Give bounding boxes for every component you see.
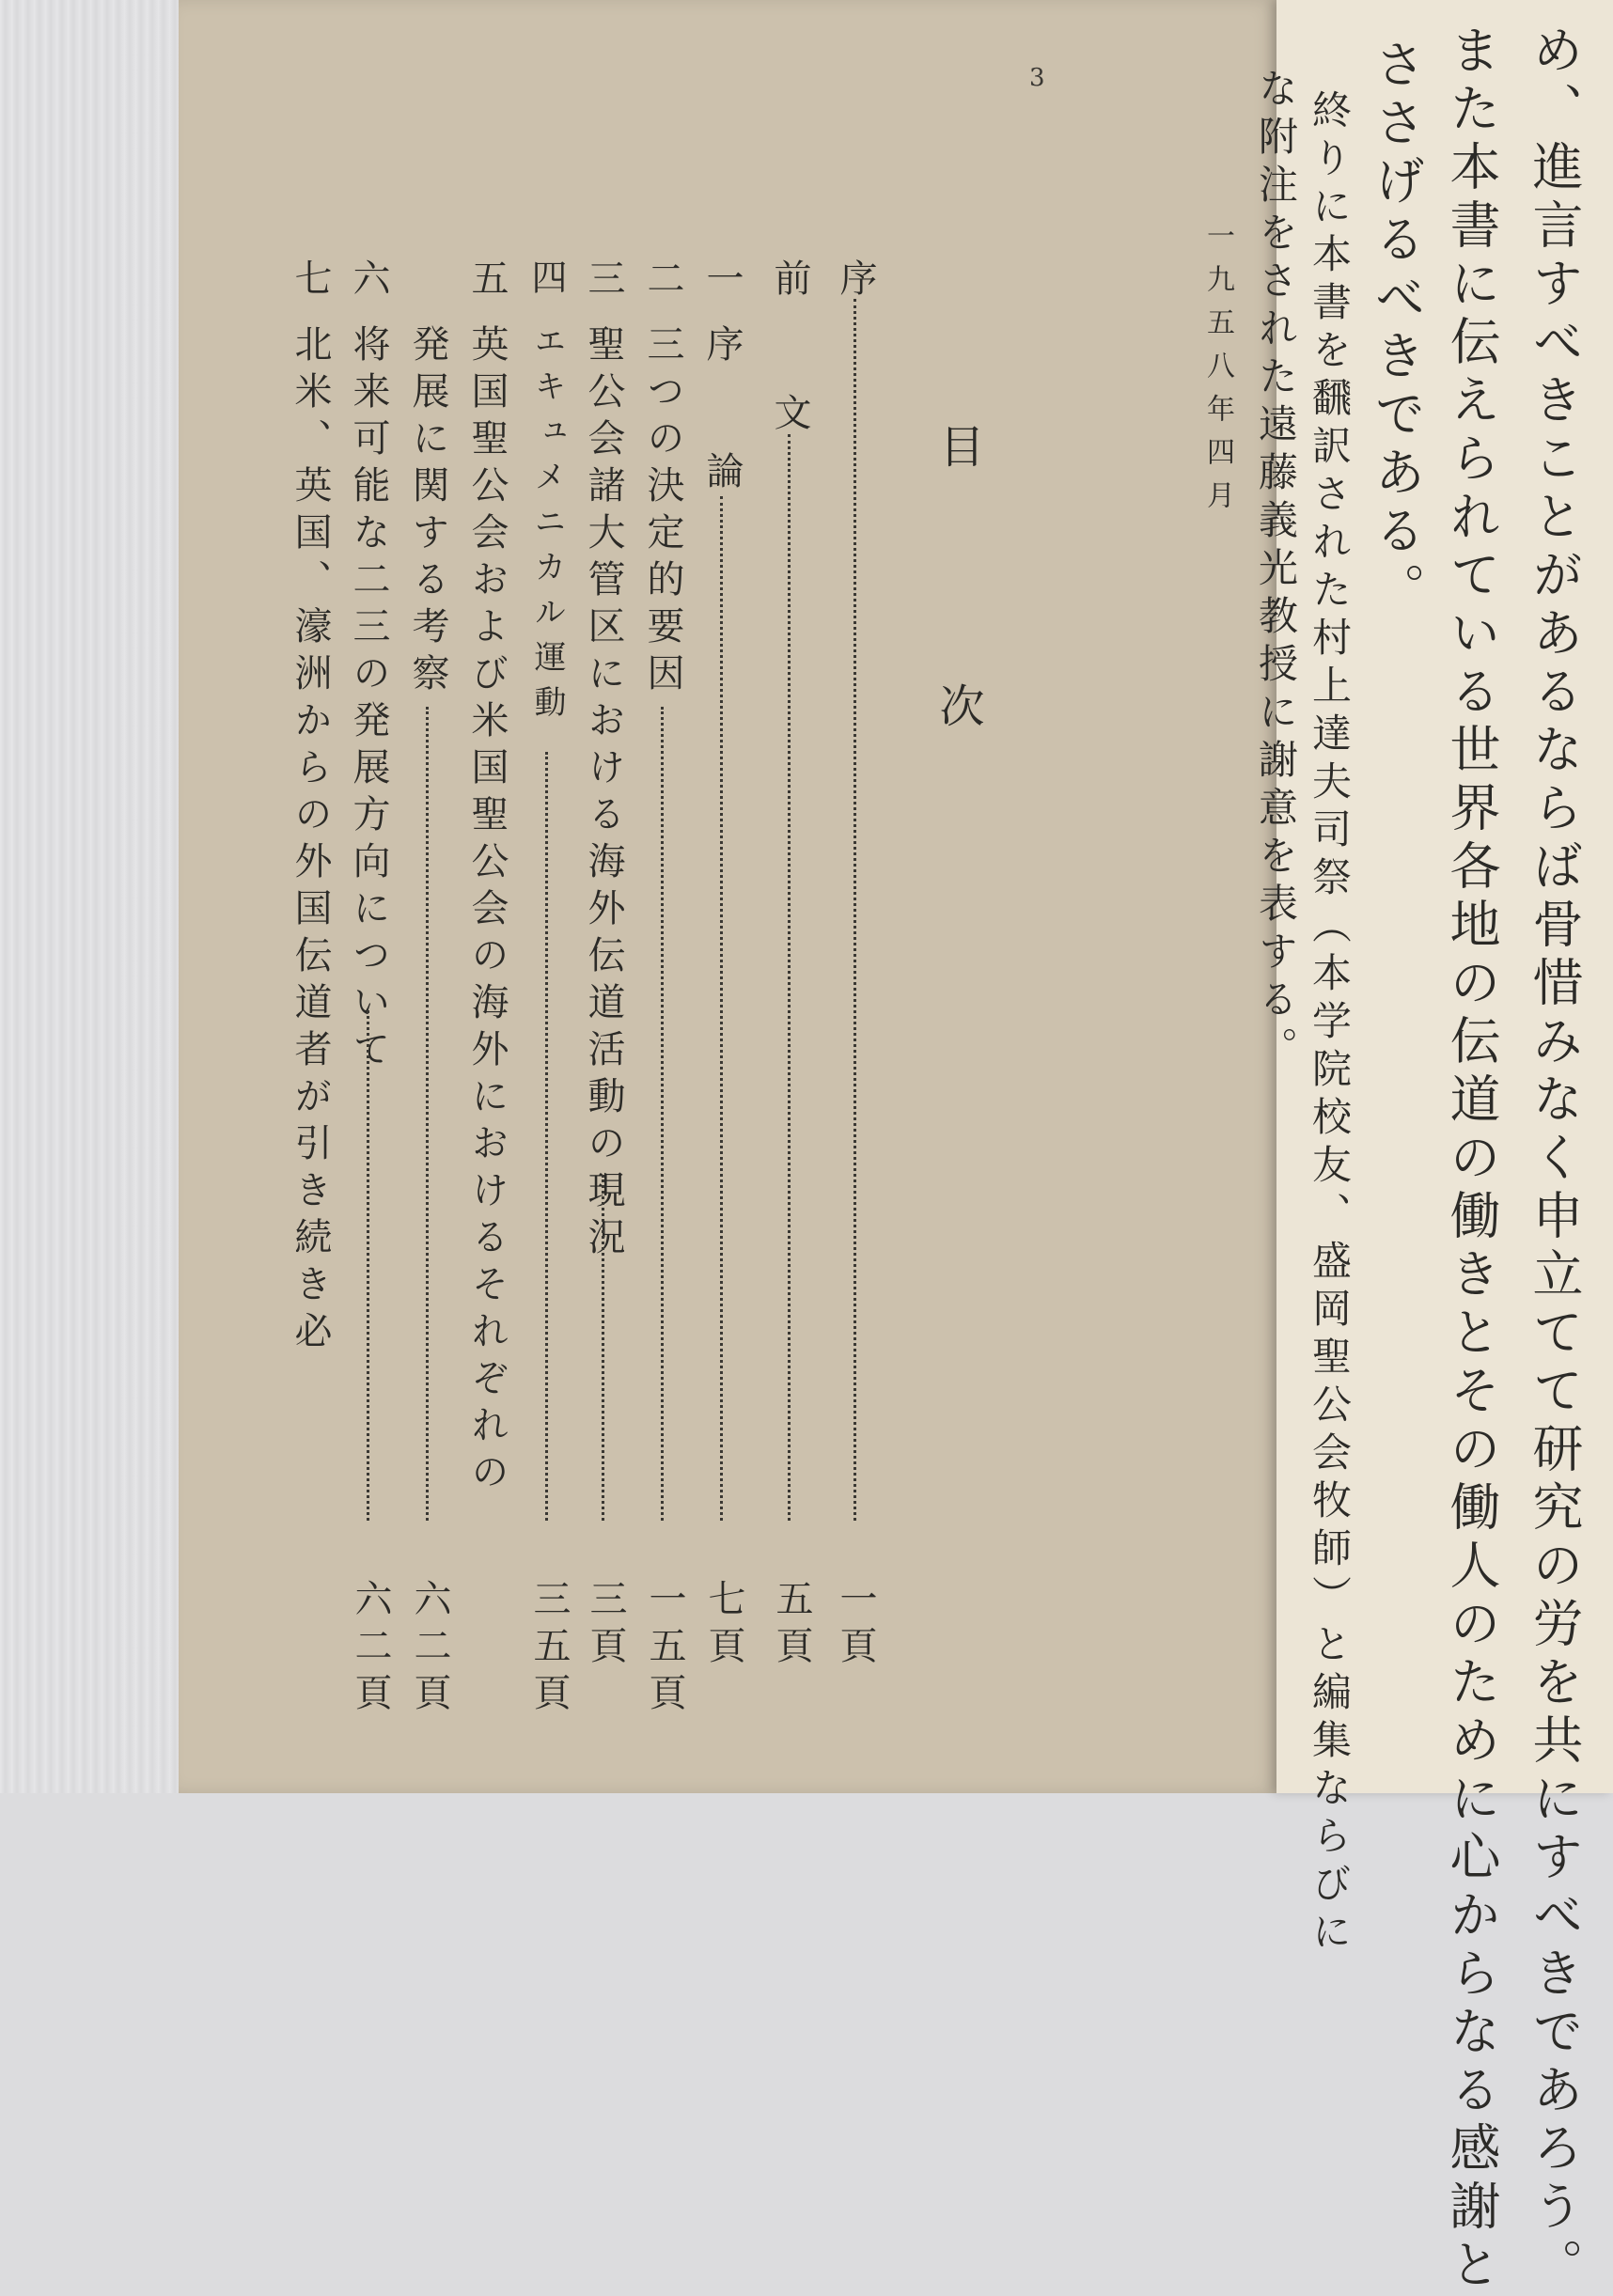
toc-entry-label-2: 論 <box>700 451 744 498</box>
toc-entry-label: エキュメニカル運動 <box>528 324 566 730</box>
toc-entry-page: 五頁 <box>770 1579 813 1673</box>
toc-page <box>179 0 1278 1793</box>
toc-entry-number: 一 <box>700 258 744 305</box>
toc-entry-page: 七頁 <box>702 1579 745 1673</box>
toc-entry-page: 一頁 <box>834 1579 877 1673</box>
toc-leader-dots <box>720 496 723 1521</box>
preface-date: 一九五八年四月 <box>1201 221 1234 523</box>
toc-entry-number: 三 <box>582 258 625 305</box>
toc-entry-page: 六二頁 <box>408 1579 451 1720</box>
toc-entry-number: 五 <box>465 258 509 305</box>
toc-leader-dots <box>545 752 548 1521</box>
toc-leader-dots <box>602 1175 604 1521</box>
toc-entry-number: 二 <box>641 258 684 305</box>
toc-entry-label: 三つの決定的要因 <box>641 324 684 700</box>
toc-entry-label: 前 <box>768 258 811 305</box>
toc-entry-page: 一五頁 <box>643 1579 686 1720</box>
toc-leader-dots <box>853 299 856 1521</box>
toc-entry-label: 序 <box>834 258 877 305</box>
toc-entry-page: 三頁 <box>584 1579 627 1673</box>
toc-entry-label: 将来可能な二三の発展方向について <box>347 324 390 1076</box>
toc-entry-label: 聖公会諸大管区における海外伝道活動の現況 <box>582 324 625 1264</box>
toc-leader-dots <box>426 707 429 1521</box>
toc-entry-page: 六二頁 <box>349 1579 392 1720</box>
preface-line: な附注をされた遠藤義光教授に謝意を表する。 <box>1253 68 1299 1074</box>
preface-line: 終りに本書を飜訳された村上達夫司祭（本学院校友、盛岡聖公会牧師）と編集ならびに <box>1307 89 1353 1959</box>
toc-entry-label: 北米、英国、濠洲からの外国伝道者が引き続き必 <box>289 324 332 1358</box>
toc-entry-label-2: 文 <box>768 393 811 440</box>
preface-line: また本書に伝えられている世界各地の伝道の働きとその働人のために心からなる感謝と <box>1442 23 1501 2296</box>
toc-entry-number: 四 <box>525 258 567 304</box>
preface-line: ささげるべきである。 <box>1367 38 1426 620</box>
toc-entry-page: 三五頁 <box>527 1579 571 1720</box>
background-surface <box>0 0 188 1793</box>
toc-entry-number: 六 <box>347 258 390 305</box>
toc-entry-label: 序 <box>700 324 744 371</box>
page-number: 3 <box>1029 64 1045 92</box>
toc-entry-number: 七 <box>289 258 332 305</box>
toc-leader-dots <box>661 707 664 1521</box>
toc-leader-dots <box>788 434 791 1521</box>
toc-entry-label-2: 発展に関する考察 <box>406 324 449 700</box>
preface-page <box>1201 0 1613 2296</box>
toc-entry-label: 英国聖公会および米国聖公会の海外におけるそれぞれの <box>465 324 509 1499</box>
toc-title: 目 次 <box>932 423 984 812</box>
toc-leader-dots <box>367 1010 369 1521</box>
preface-line: め、進言すべきことがあるならば骨惜みなく申立てて研究の労を共にすべきであろう。 <box>1525 23 1584 2296</box>
